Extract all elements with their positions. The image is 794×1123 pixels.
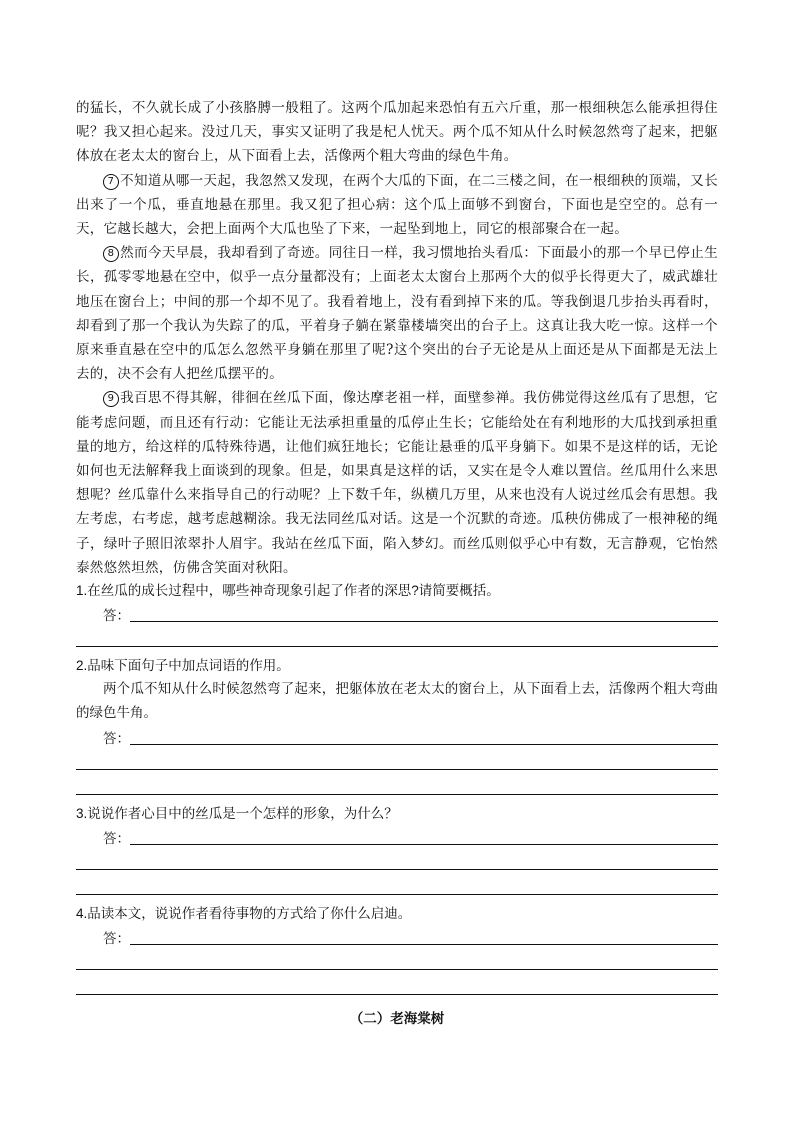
answer-label: 答： xyxy=(103,831,130,847)
question-4: 4.品读本文，说说作者看待事物的方式给了你什么启迪。 xyxy=(76,906,412,922)
paragraph-9 xyxy=(76,386,718,580)
answer-label: 答： xyxy=(103,931,130,947)
answer-line[interactable] xyxy=(130,603,718,622)
answer-label: 答： xyxy=(103,608,130,624)
document-page xyxy=(76,96,718,1027)
question-2-quote: 两个瓜不知从什么时候忽然弯了起来，把躯体放在老太太的窗台上，从下面看上去，活像两个粗大弯曲的绿色牛角。 xyxy=(76,681,718,721)
answer-line[interactable] xyxy=(130,926,718,945)
answer-row-2 xyxy=(76,725,718,747)
answer-line[interactable] xyxy=(76,747,718,770)
paragraph-number-8: 8 xyxy=(103,246,119,262)
answer-line[interactable] xyxy=(76,872,718,895)
paragraph-8 xyxy=(76,241,718,386)
paragraph-number-7: 7 xyxy=(103,174,119,190)
paragraph-7 xyxy=(76,169,718,242)
paragraph-7-text: 不知道从哪一天起，我忽然又发现，在两个大瓜的下面，在二三楼之间，在一根细秧的顶端，又长出来了一个瓜，垂直地悬在那里。我又犯了担心病：这个瓜上面够不到窗台，下面也是空空的。总有一天，它越长越大，会把上面两个大瓜也坠了下来，一起坠到地上，同它的根部聚合在一起。 xyxy=(76,172,718,238)
answer-line[interactable] xyxy=(130,726,718,745)
answer-row-3 xyxy=(76,825,718,847)
answer-row-1 xyxy=(76,602,718,624)
answer-line[interactable] xyxy=(76,772,718,795)
answer-row-4 xyxy=(76,925,718,947)
question-2: 2.品味下面句子中加点词语的作用。 xyxy=(76,658,290,674)
question-3: 3.说说作者心目中的丝瓜是一个怎样的形象，为什么？ xyxy=(76,806,398,822)
paragraph-8-text: 然而今天早晨，我却看到了奇迹。同往日一样，我习惯地抬头看瓜：下面最小的那一个早已停止生长，孤零零地悬在空中，似乎一点分量都没有；上面老太太窗台上那两个大的似乎长得更大了，威武雄壮地压在窗台上；中间的那一个却不见了。我看着地上，没有看到掉下来的瓜。等我倒退几步抬头再看时，却看到了那一个我认为失踪了的瓜，平着身子躺在紧靠楼墙突出的台子上。这真让我大吃一惊。这样一个原来垂直悬在空中的瓜怎么忽然平身躺在那里了呢?这个突出的台子无论是从上面还是从下面都是无法上去的，决不会有人把丝瓜摆平的。 xyxy=(76,245,718,383)
section-title: （二）老海棠树 xyxy=(349,1011,445,1028)
paragraph-continued: 的猛长，不久就长成了小孩胳膊一般粗了。这两个瓜加起来恐怕有五六斤重，那一根细秧怎么能承担得住呢？我又担心起来。没过几天，事实又证明了我是杞人忧天。两个瓜不知从什么时候忽然弯了起来，把躯体放在老太太的窗台上，从下面看上去，活像两个粗大弯曲的绿色牛角。 xyxy=(76,100,718,165)
answer-label: 答： xyxy=(103,731,130,747)
question-1: 1.在丝瓜的成长过程中，哪些神奇现象引起了作者的深思?请简要概括。 xyxy=(76,583,500,599)
paragraph-9-text: 我百思不得其解，徘徊在丝瓜下面，像达摩老祖一样，面壁参禅。我仿佛觉得这丝瓜有了思想，它能考虑问题，而且还有行动：它能让无法承担重量的瓜停止生长；它能给处在有利地形的大瓜找到承担重量的地方，给这样的瓜特殊待遇，让他们疯狂地长；它能让悬垂的瓜平身躺下。如果不是这样的话，无论如何也无法解释我上面谈到的现象。但是，如果真是这样的话，又实在是令人难以置信。丝瓜用什么来思想呢？丝瓜靠什么来指导自己的行动呢？上下数千年，纵横几万里，从来也没有人说过丝瓜会有思想。我左考虑，右考虑，越考虑越糊涂。我无法同丝瓜对话。这是一个沉默的奇迹。瓜秧仿佛成了一根神秘的绳子，绿叶子照旧浓翠扑人眉宇。我站在丝瓜下面，陷入梦幻。而丝瓜则似乎心中有数，无言静观，它怡然泰然悠然坦然，仿佛含笑面对秋阳。 xyxy=(76,390,718,576)
answer-line[interactable] xyxy=(76,972,718,995)
answer-line[interactable] xyxy=(76,947,718,970)
answer-line[interactable] xyxy=(76,847,718,870)
paragraph-number-9: 9 xyxy=(103,391,119,407)
answer-line[interactable] xyxy=(130,826,718,845)
answer-line[interactable] xyxy=(76,624,718,647)
